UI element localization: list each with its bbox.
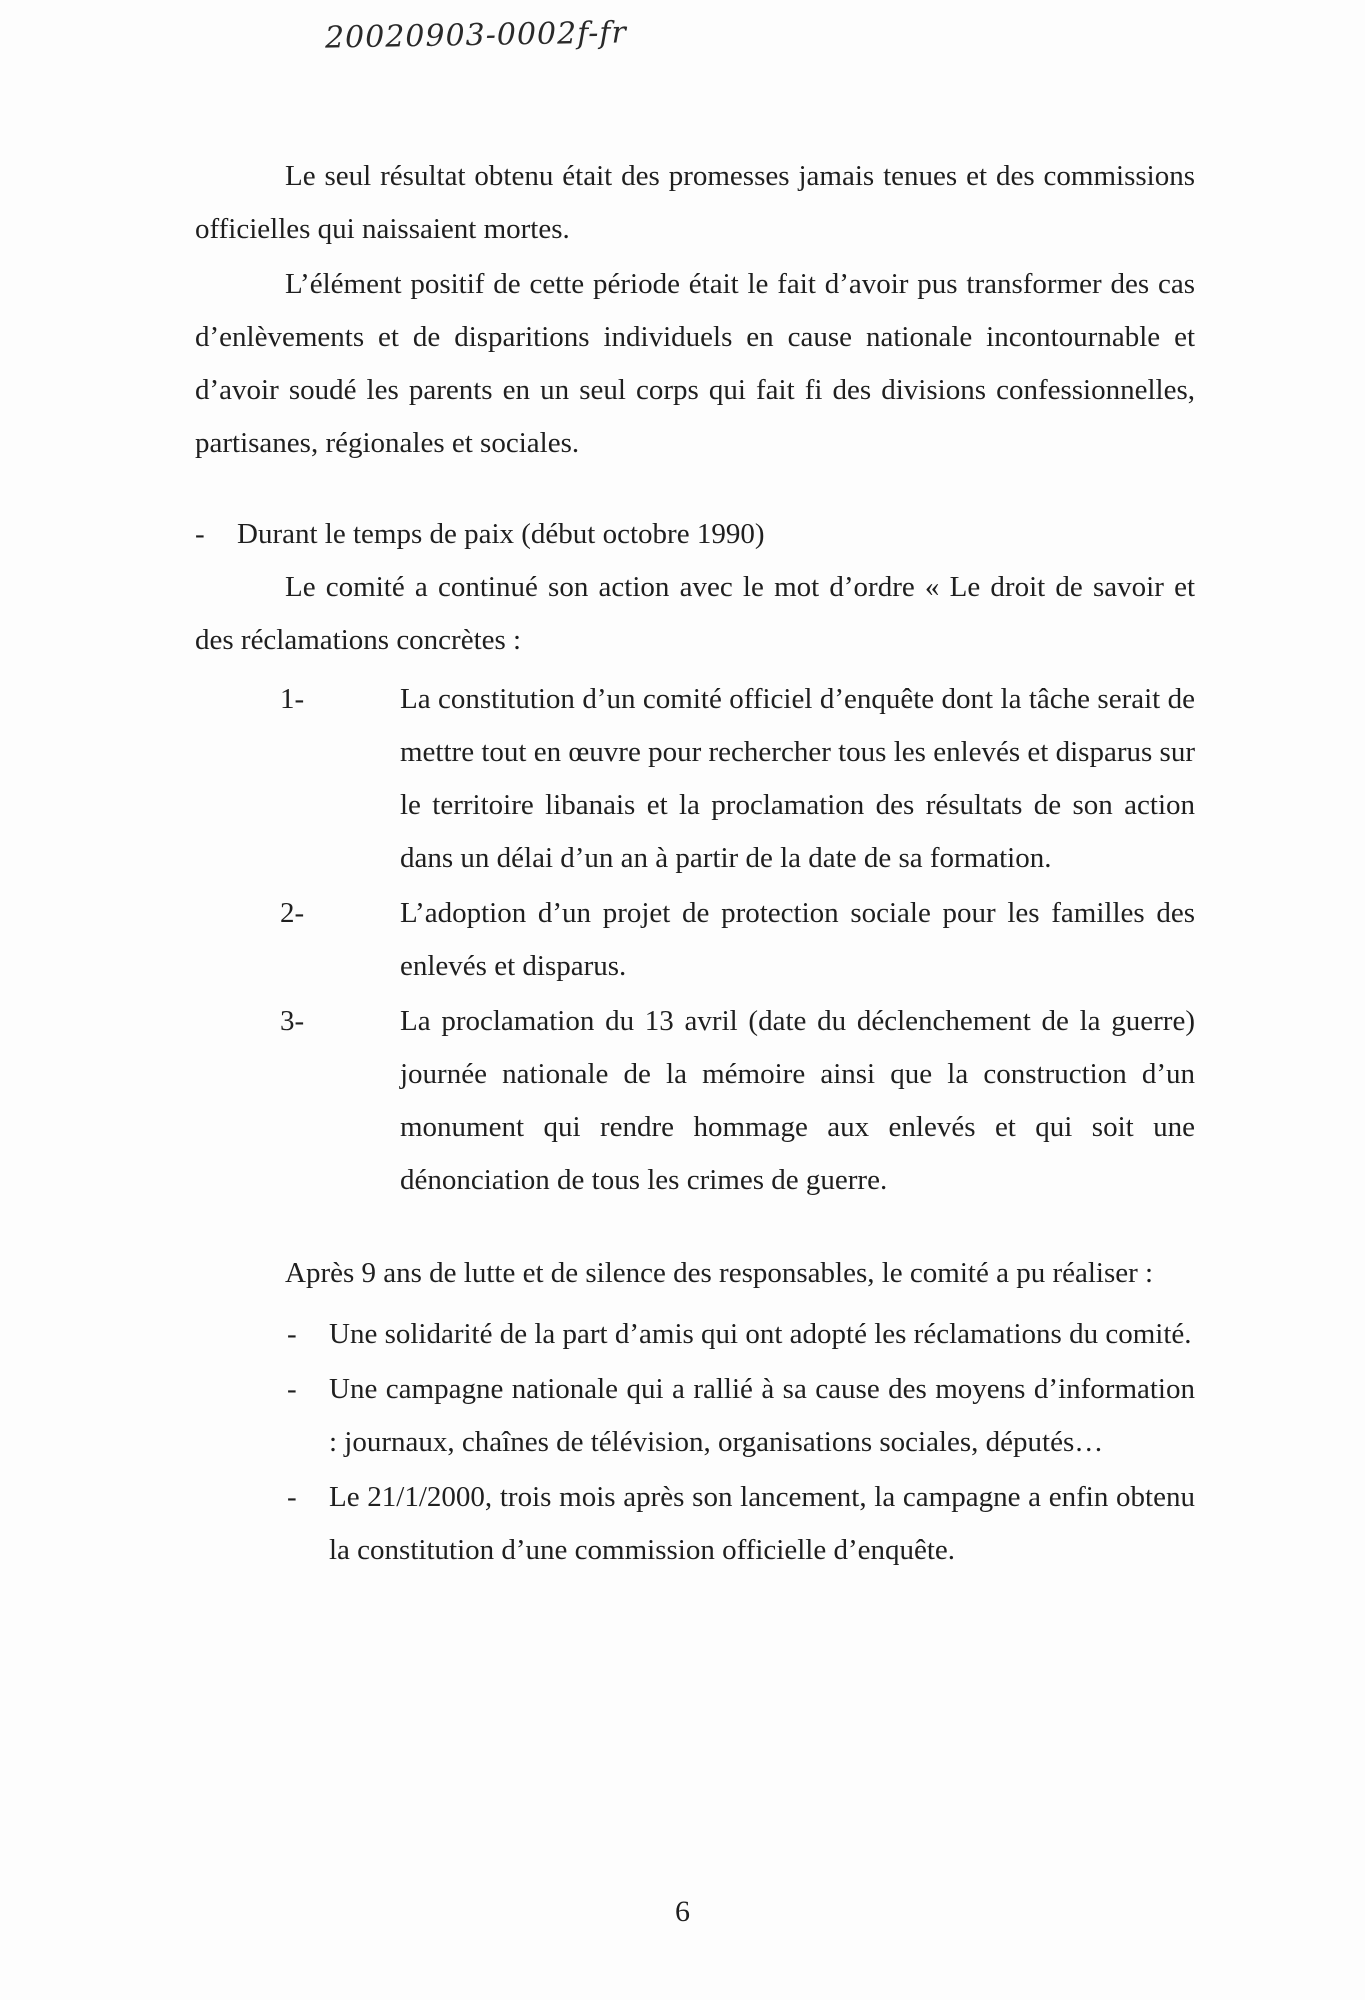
- list-item: [287, 1471, 1195, 1577]
- dash-marker: -: [287, 1318, 297, 1350]
- list-item-text: Une solidarité de la part d’amis qui ont adopté les réclamations du comité.: [329, 1318, 1192, 1350]
- page-number: 6: [675, 1895, 690, 1928]
- numbered-list: [280, 673, 1195, 1207]
- paragraph-positive-element: L’élément positif de cette période était le fait d’avoir pus transformer des cas d’enlèvements et de disparitions individuels en cause nationale incontournable et d’avoir soudé les parents en un seul corps qui fait fi des divisions confessionnelles, partisanes, régionales et sociales.: [195, 268, 1195, 459]
- handwritten-reference: 20020903-0002f-fr: [324, 15, 628, 56]
- list-item-text: La proclamation du 13 avril (date du déclenchement de la guerre) journée nationale de la mémoire ainsi que la construction d’un monument qui rendre hommage aux enlevés et qui soit une dénonciation de tous les crimes de guerre.: [400, 1005, 1195, 1196]
- list-number: 1-: [280, 683, 305, 715]
- paragraph-committee-action: Le comité a continué son action avec le mot d’ordre « Le droit de savoir et des réclamations concrètes :: [195, 571, 1195, 656]
- paragraph-result: Le seul résultat obtenu était des promesses jamais tenues et des commissions officielles qui naissaient mortes.: [195, 160, 1195, 245]
- list-item: [287, 1363, 1195, 1469]
- dash-marker: -: [287, 1481, 297, 1513]
- list-item-text: Une campagne nationale qui a rallié à sa cause des moyens d’information : journaux, chaînes de télévision, organisations sociales, députés…: [329, 1373, 1195, 1458]
- dash-marker: -: [287, 1373, 297, 1405]
- document-body: [195, 150, 1195, 1579]
- section-heading: [195, 508, 1195, 561]
- section-title: Durant le temps de paix (début octobre 1990): [237, 518, 765, 550]
- list-item: [287, 1308, 1195, 1361]
- list-item: [280, 887, 1195, 993]
- list-item-text: La constitution d’un comité officiel d’enquête dont la tâche serait de mettre tout en œuvre pour rechercher tous les enlevés et disparus sur le territoire libanais et la proclamation des résultats de son action dans un délai d’un an à partir de la date de sa formation.: [400, 683, 1195, 874]
- bullet-list: [287, 1308, 1195, 1577]
- list-number: 3-: [280, 1005, 305, 1037]
- list-item: [280, 995, 1195, 1207]
- dash-marker: -: [195, 518, 205, 550]
- list-number: 2-: [280, 897, 305, 929]
- paragraph-conclusion: Après 9 ans de lutte et de silence des responsables, le comité a pu réaliser :: [285, 1257, 1154, 1289]
- list-item-text: L’adoption d’un projet de protection sociale pour les familles des enlevés et disparus.: [400, 897, 1195, 982]
- list-item-text: Le 21/1/2000, trois mois après son lancement, la campagne a enfin obtenu la constitution d’une commission officielle d’enquête.: [329, 1481, 1195, 1566]
- list-item: [280, 673, 1195, 885]
